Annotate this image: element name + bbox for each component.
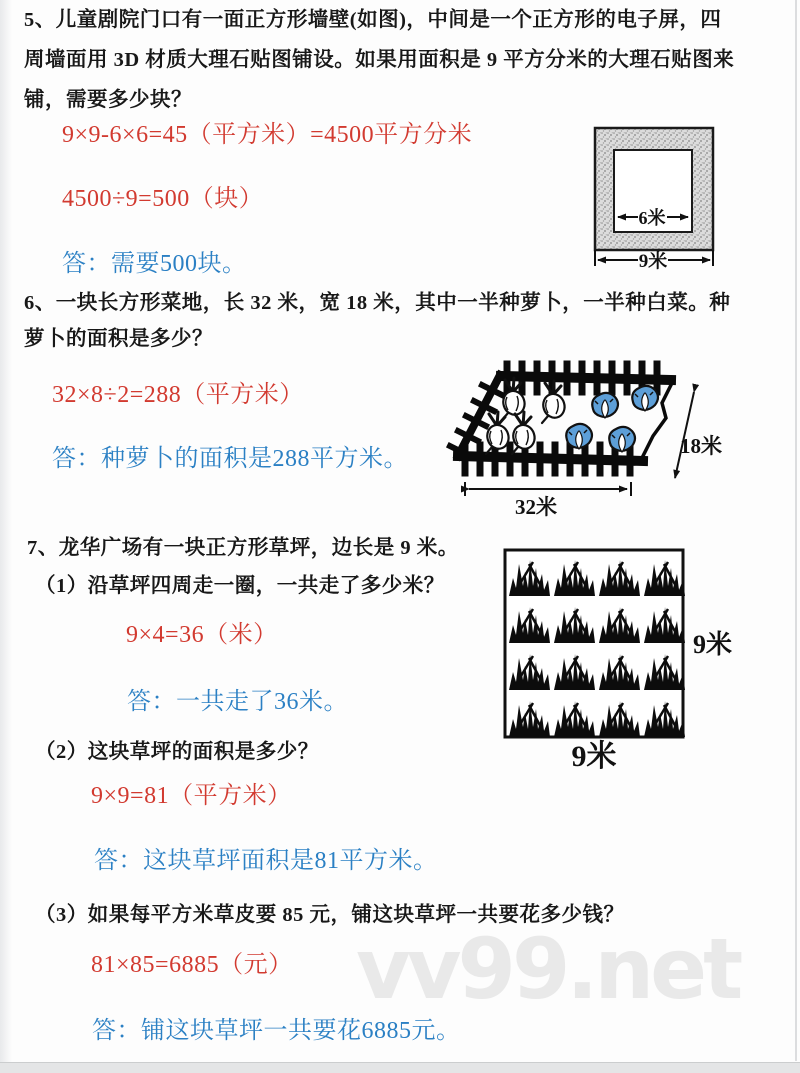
problem7-answer-1: 答：一共走了36米。 (127, 689, 348, 715)
problem7-work-3: 81×85=6885（元） (91, 952, 293, 978)
problem7-q2: （2）这块草坪的面积是多少？ (35, 741, 319, 763)
watermark: vv99.net (356, 920, 740, 1018)
fence (450, 364, 671, 473)
problem5-line-3: 铺，需要多少块？ (24, 89, 192, 111)
vegetable-field-diagram (443, 356, 753, 526)
page-bottom-strip (0, 1062, 800, 1073)
problem7-work-2: 9×9=81（平方米） (91, 783, 292, 809)
wall-inner-dimension-label: 6米 (638, 208, 666, 228)
wall-outer-dimension (595, 249, 713, 272)
problem7-title: 7、龙华广场有一块正方形草坪，边长是 9 米。 (27, 537, 459, 559)
problem7-work-1: 9×4=36（米） (126, 622, 278, 648)
problem7-answer-2: 答：这块草坪面积是81平方米。 (94, 848, 438, 874)
problem6-line-2: 萝卜的面积是多少？ (24, 328, 213, 350)
lawn-diagram (493, 538, 753, 778)
problem7-q1: （1）沿草坪四周走一圈，一共走了多少米？ (35, 575, 445, 597)
field-length-dimension (465, 482, 631, 519)
problem7-q3: （3）如果每平方米草皮要 85 元，铺这块草坪一共要花多少钱？ (35, 904, 625, 926)
field-width-label: 18米 (680, 434, 722, 458)
problem7-answer-3: 答：铺这块草坪一共要花6885元。 (92, 1018, 461, 1044)
lawn-bottom-label: 9米 (571, 740, 617, 773)
page-right-edge (795, 0, 797, 1061)
lawn-side-label: 9米 (693, 630, 733, 659)
problem5-line-2: 周墙面用 3D 材质大理石贴图铺设。如果用面积是 9 平方分米的大理石贴图来 (24, 49, 735, 71)
problem6-answer: 答：种萝卜的面积是288平方米。 (52, 446, 408, 472)
wall-diagram (583, 120, 733, 280)
field-width-dimension (675, 392, 722, 478)
problem5-work-2: 4500÷9=500（块） (62, 186, 264, 212)
cabbage-icons (566, 386, 658, 452)
problem5-work-1: 9×9-6×6=45（平方米）=4500平方分米 (62, 122, 473, 148)
wall-outer-dimension-label: 9米 (638, 251, 668, 272)
page-left-edge (0, 0, 12, 1073)
field-length-label: 32米 (515, 495, 557, 519)
problem6-work-1: 32×8÷2=288（平方米） (52, 382, 304, 408)
problem5-answer: 答：需要500块。 (62, 251, 247, 277)
problem5-line-1: 5、儿童剧院门口有一面正方形墙壁(如图)，中间是一个正方形的电子屏，四 (24, 9, 722, 31)
problem6-line-1: 6、一块长方形菜地，长 32 米，宽 18 米，其中一半种萝卜，一半种白菜。种 (24, 292, 731, 314)
